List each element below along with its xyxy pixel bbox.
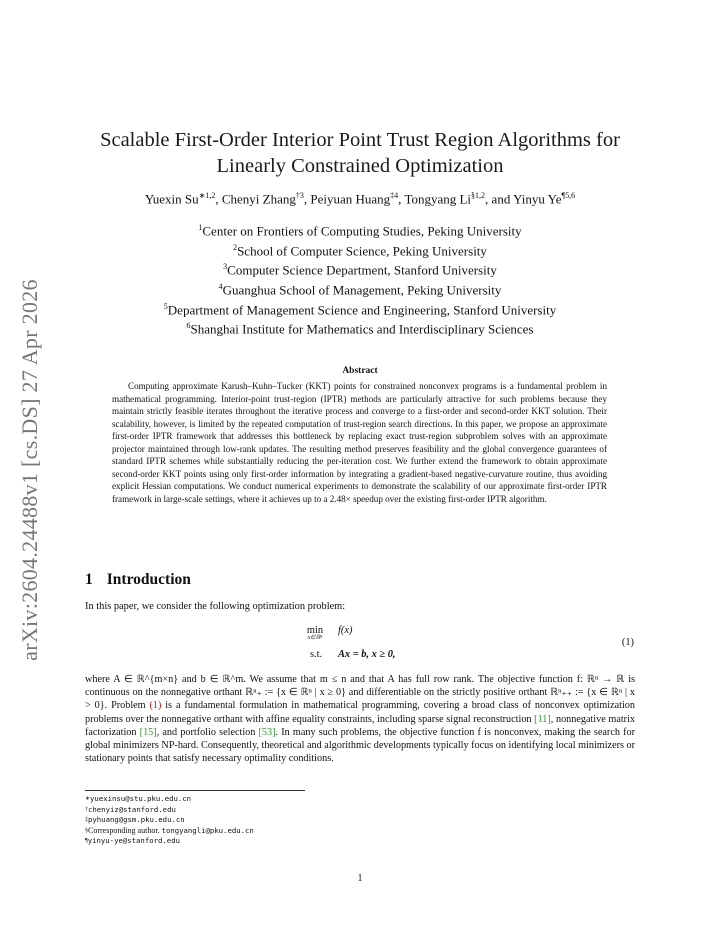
author-mark: †3 xyxy=(295,191,304,200)
footnote-mark: ∗ xyxy=(85,796,91,802)
affiliation-text: Department of Management Science and Engineering, Stanford University xyxy=(167,301,557,317)
author-mark: ¶5,6 xyxy=(561,191,576,200)
paper-title xyxy=(60,127,660,179)
page-number: 1 xyxy=(357,873,363,884)
abstract-heading: Abstract xyxy=(342,366,378,376)
affiliation-mark: 3 xyxy=(223,262,228,272)
para-text-e: . In many such problems, the objective function f is nonconvex, making the search for global minimizers NP-hard. Consequently, theoretical and algorithmic developments typically focus on identifying local minimizers or stationary points that satisfy necessary optimality conditions. xyxy=(85,726,635,765)
affiliation-mark: 1 xyxy=(198,223,203,232)
affiliation-line xyxy=(60,259,660,279)
equation-tag: (1) xyxy=(621,637,634,648)
arxiv-id-text: arXiv:2604.24488v1 [cs.DS] 27 Apr 2026 xyxy=(17,279,42,661)
affiliation-line xyxy=(60,279,660,299)
author-name: Yinyu Ye xyxy=(513,191,562,207)
footnote-mark: § xyxy=(85,827,88,834)
author-separator: , xyxy=(215,191,222,207)
author-separator: , and xyxy=(485,191,514,207)
footnote-divider xyxy=(85,790,305,791)
author-mark: §1,2 xyxy=(471,191,486,200)
affiliation-text: Shanghai Institute for Mathematics and Interdisciplinary Sciences xyxy=(190,321,534,337)
title-line-2: Linearly Constrained Optimization xyxy=(216,155,504,177)
affiliation-text: Guanghua School of Management, Peking University xyxy=(222,282,502,298)
title-line-1: Scalable First-Order Interior Point Trust Region Algorithms for xyxy=(100,129,620,151)
equation-min-operator xyxy=(300,625,330,642)
footnote-mark: † xyxy=(85,806,88,813)
affiliation-mark: 6 xyxy=(186,321,191,331)
affiliation-text: Center on Frontiers of Computing Studies, Peking University xyxy=(202,223,522,239)
equation-st: s.t. xyxy=(310,649,323,660)
footnote xyxy=(85,815,254,826)
author-separator: , xyxy=(398,191,405,207)
footnote-prefix: Corresponding author. xyxy=(88,825,162,835)
min-label: min xyxy=(306,625,324,636)
para-text-d: , and portfolio selection xyxy=(156,726,259,738)
author-mark: ‡4 xyxy=(390,191,399,200)
footnote-email[interactable]: yuexinsu@stu.pku.edu.cn xyxy=(90,794,192,803)
author-separator: , xyxy=(303,191,311,207)
footnote-email[interactable]: tongyangli@pku.edu.cn xyxy=(161,825,254,835)
affiliation-line xyxy=(60,318,660,338)
author-name: Tongyang Li xyxy=(404,191,472,207)
affiliation-mark: 4 xyxy=(218,281,223,291)
footnote xyxy=(85,826,254,837)
footnote-email[interactable]: chenyiz@stanford.edu xyxy=(88,804,176,814)
section-title: Introduction xyxy=(106,571,191,588)
footnote xyxy=(85,836,254,847)
equation-1 xyxy=(300,625,640,667)
min-subscript: x∈ℝⁿ xyxy=(307,635,323,641)
footnote-email[interactable]: pyhuang@gsm.pku.edu.cn xyxy=(88,815,185,825)
footnote-mark: ‡ xyxy=(85,817,88,824)
footnote-mark: ¶ xyxy=(85,838,88,845)
author-name: Peiyuan Huang xyxy=(310,191,391,207)
section-number: 1 xyxy=(85,571,93,588)
affiliation-mark: 5 xyxy=(163,301,168,311)
arxiv-identifier xyxy=(10,260,50,680)
citation-link-11[interactable]: [11] xyxy=(534,713,551,725)
equation-ref-link[interactable]: (1) xyxy=(149,700,162,712)
affiliation-line xyxy=(60,299,660,319)
affiliation-text: School of Computer Science, Peking University xyxy=(237,242,487,258)
affiliation-list xyxy=(60,220,660,338)
affiliation-line xyxy=(60,220,660,240)
affiliation-mark: 2 xyxy=(233,242,238,252)
intro-sentence: In this paper, we consider the following optimization problem: xyxy=(85,601,346,612)
para-text-c: , nonnegative matrix factorization xyxy=(85,713,635,738)
footnote-email[interactable]: yinyu-ye@stanford.edu xyxy=(87,836,180,846)
footnote xyxy=(85,794,254,805)
body-paragraph xyxy=(85,673,635,765)
affiliation-line xyxy=(60,240,660,260)
equation-constraints: Ax = b, x ≥ 0, xyxy=(338,649,396,660)
citation-link-53[interactable]: [53] xyxy=(258,726,276,738)
para-text-a: where A ∈ ℝ^{m×n} and b ∈ ℝ^m. We assume that m ≤ n and that A has full row rank. The objective function f: ℝⁿ → ℝ is continuous on the nonnegative orthant ℝⁿ₊ := {x ∈ ℝⁿ | x ≥ 0} and differentiable on the strictly positive orthant ℝⁿ₊₊ := {x ∈ ℝⁿ | x > 0}. Problem xyxy=(85,674,635,712)
abstract-text: Computing approximate Karush–Kuhn–Tucker (KKT) points for constrained nonconvex programs is a fundamental problem in mathematical programming. Interior-point trust-region (IPTR) methods are particularly attractive for such problems because they maintain strictly feasible iterates throughout the iterative process and converge to a first-order and second-order KKT solution. Their scalability, however, is limited by the repeated computation of trust-region search directions. In this paper, we propose an approximate first-order IPTR framework that addresses this bottleneck by replacing exact trust-region subproblem solves with an approximate projector maintained through low-rank updates. The resulting method preserves feasibility and the global convergence guarantees of standard IPTR schemes while substantially reducing the per-iteration cost. We further extend the framework to obtain approximate second-order KKT points using only first-order information by integrating a gradient-based negative-curvature routine, thus avoiding explicit Hessian computations. We conduct numerical experiments to demonstrate the scalability of our approximate first-order IPTR framework in large-scale settings, where it achieves up to a 2.48× speedup over the existing first-order IPTR algorithm. xyxy=(112,381,607,504)
author-name: Yuexin Su xyxy=(144,191,199,207)
footnote xyxy=(85,805,254,816)
author-name: Chenyi Zhang xyxy=(221,191,296,207)
section-heading xyxy=(85,571,191,589)
author-list xyxy=(60,191,660,207)
para-text-b: is a fundamental formulation in mathematical programming, covering a broad class of nonconvex optimization problems over the nonnegative orthant with affine equality constraints, including sparse signal reconstruction xyxy=(85,700,635,725)
citation-link-15[interactable]: [15] xyxy=(139,726,157,738)
equation-objective: f(x) xyxy=(338,625,353,636)
footnotes xyxy=(85,794,254,847)
author-mark: ∗1,2 xyxy=(198,191,216,200)
affiliation-text: Computer Science Department, Stanford University xyxy=(227,262,497,278)
